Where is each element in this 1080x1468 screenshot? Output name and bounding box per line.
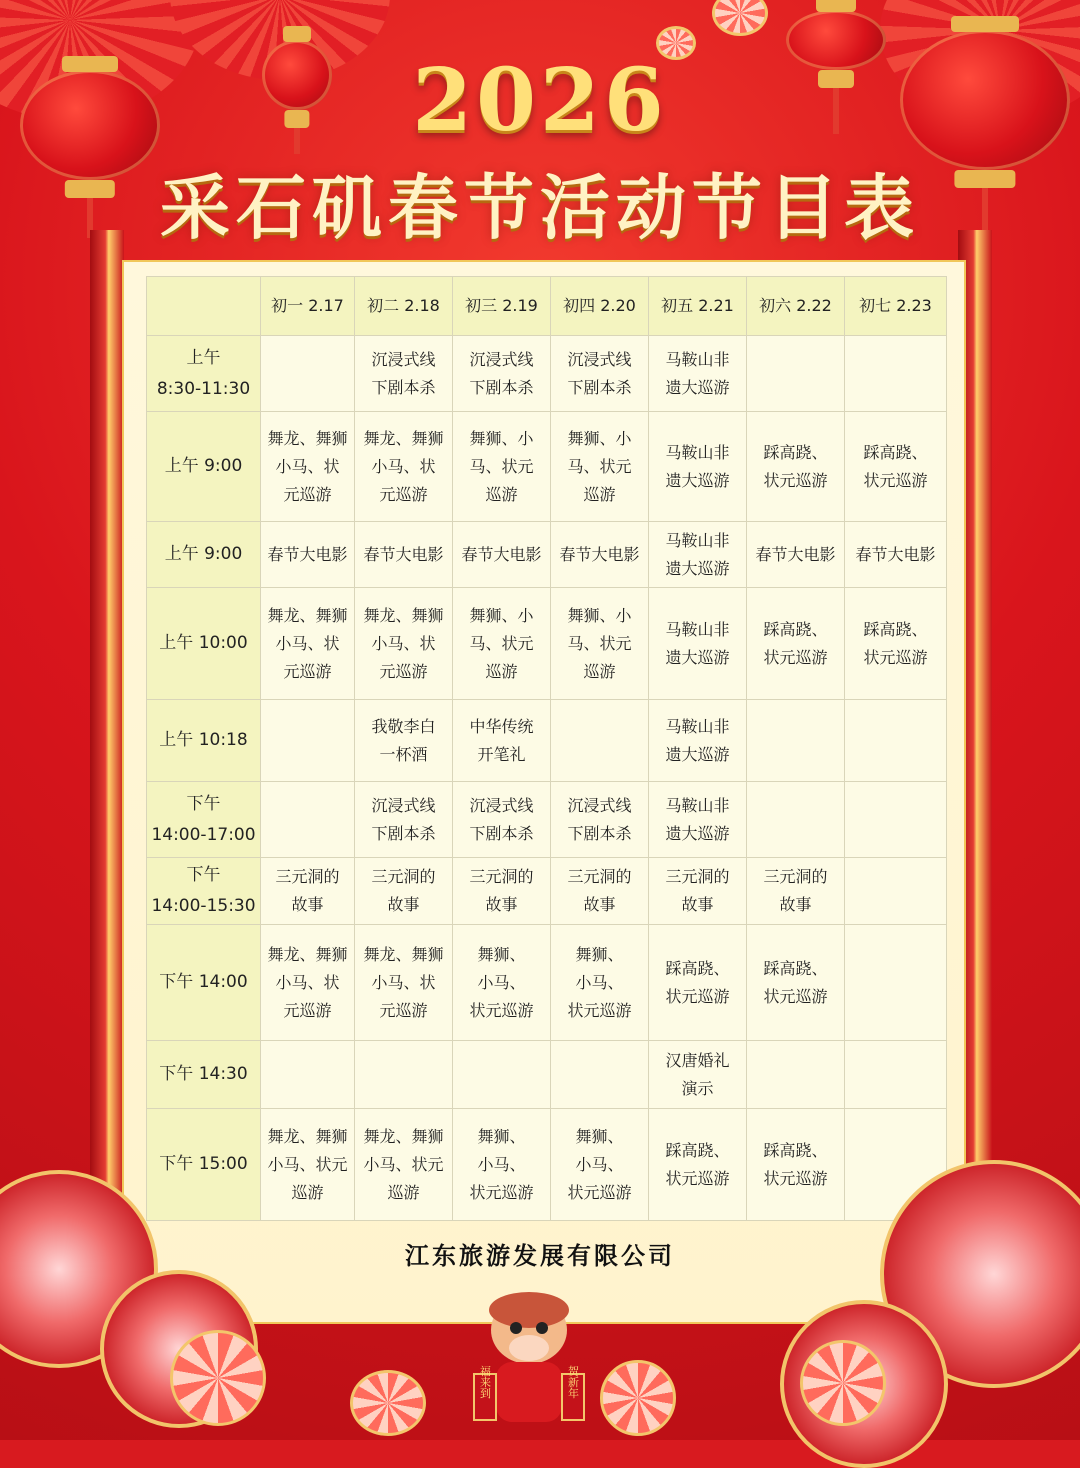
event-cell	[551, 700, 649, 782]
event-label: 舞狮、小 马、状元 巡游	[567, 428, 632, 504]
event-label: 马鞍山非 遗大巡游	[665, 530, 730, 578]
event-cell	[649, 412, 747, 522]
event-cell	[355, 700, 453, 782]
event-cell	[649, 782, 747, 858]
event-cell	[355, 522, 453, 588]
poster-title: 采石矶春节活动节目表	[160, 167, 920, 249]
event-label: 沉浸式线 下剧本杀	[469, 795, 534, 843]
event-label: 舞龙、舞狮 小马、状 元巡游	[363, 944, 444, 1020]
event-cell	[453, 1109, 551, 1221]
event-label: 舞龙、舞狮 小马、状 元巡游	[267, 605, 348, 681]
event-cell	[649, 336, 747, 412]
table-row	[147, 782, 947, 858]
event-label: 春节大电影	[461, 544, 542, 564]
event-label: 踩高跷、 状元巡游	[763, 442, 828, 490]
table-row	[147, 336, 947, 412]
event-label: 马鞍山非 遗大巡游	[665, 619, 730, 667]
event-cell	[355, 336, 453, 412]
event-cell	[649, 1109, 747, 1221]
event-cell	[649, 522, 747, 588]
event-cell	[453, 336, 551, 412]
event-cell	[747, 925, 845, 1041]
event-label: 踩高跷、 状元巡游	[665, 958, 730, 1006]
table-row	[147, 700, 947, 782]
table-header-row	[147, 277, 947, 336]
event-cell	[845, 782, 947, 858]
event-cell	[355, 782, 453, 858]
event-cell	[551, 1041, 649, 1109]
time-label: 下午 14:00	[159, 972, 248, 992]
event-cell	[355, 925, 453, 1041]
event-label: 舞龙、舞狮 小马、状 元巡游	[363, 428, 444, 504]
event-cell	[747, 522, 845, 588]
event-label: 舞狮、 小马、 状元巡游	[469, 944, 534, 1020]
event-label: 踩高跷、 状元巡游	[763, 1140, 828, 1188]
table-row	[147, 1041, 947, 1109]
event-cell	[747, 782, 845, 858]
event-label: 马鞍山非 遗大巡游	[665, 716, 730, 764]
event-label: 三元洞的 故事	[567, 867, 632, 914]
time-label: 下午 15:00	[159, 1154, 248, 1174]
time-cell	[147, 336, 261, 412]
event-label: 舞龙、舞狮 小马、状 元巡游	[267, 428, 348, 504]
event-cell	[355, 1041, 453, 1109]
event-cell	[355, 412, 453, 522]
event-label: 舞狮、小 马、状元 巡游	[469, 428, 534, 504]
event-cell	[453, 782, 551, 858]
event-cell	[747, 336, 845, 412]
event-cell	[261, 588, 355, 700]
event-label: 舞龙、舞狮 小马、状 元巡游	[363, 605, 444, 681]
table-row	[147, 1109, 947, 1221]
event-label: 三元洞的 故事	[665, 867, 730, 914]
event-cell	[551, 336, 649, 412]
event-cell	[845, 336, 947, 412]
flower-decoration	[350, 1370, 426, 1436]
event-label: 舞狮、小 马、状元 巡游	[567, 605, 632, 681]
header-cell: 初五 2.21	[649, 277, 747, 336]
company-name: 江东旅游发展有限公司	[405, 1242, 675, 1270]
header-cell: 初三 2.19	[453, 277, 551, 336]
event-cell	[453, 588, 551, 700]
event-label: 舞狮、 小马、 状元巡游	[567, 944, 632, 1020]
header-cell: 初四 2.20	[551, 277, 649, 336]
event-label: 踩高跷、 状元巡游	[863, 619, 928, 667]
time-label: 上午 8:30-11:30	[156, 347, 251, 399]
event-cell	[261, 1109, 355, 1221]
event-cell	[649, 925, 747, 1041]
event-cell	[649, 858, 747, 925]
event-cell	[261, 412, 355, 522]
event-label: 马鞍山非 遗大巡游	[665, 349, 730, 397]
event-cell	[747, 858, 845, 925]
event-label: 踩高跷、 状元巡游	[763, 619, 828, 667]
time-label: 上午 9:00	[164, 544, 243, 564]
flower-decoration	[800, 1340, 886, 1426]
event-label: 三元洞的 故事	[469, 867, 534, 914]
event-label: 春节大电影	[559, 544, 640, 564]
event-cell	[355, 858, 453, 925]
time-cell	[147, 1041, 261, 1109]
time-cell	[147, 588, 261, 700]
event-cell	[845, 700, 947, 782]
event-cell	[453, 700, 551, 782]
event-cell	[551, 925, 649, 1041]
couplet-right: 贺新年	[566, 1365, 580, 1399]
time-label: 下午 14:00-17:00	[151, 793, 256, 845]
event-label: 沉浸式线 下剧本杀	[371, 795, 436, 843]
event-cell	[453, 412, 551, 522]
event-label: 汉唐婚礼 演示	[665, 1050, 730, 1098]
event-label: 舞龙、舞狮 小马、状元 巡游	[363, 1126, 444, 1202]
event-label: 舞龙、舞狮 小马、状 元巡游	[267, 944, 348, 1020]
event-label: 马鞍山非 遗大巡游	[665, 795, 730, 843]
event-cell	[261, 925, 355, 1041]
event-label: 舞龙、舞狮 小马、状元 巡游	[267, 1126, 348, 1202]
event-label: 春节大电影	[855, 544, 936, 564]
event-cell	[845, 412, 947, 522]
horse-mascot-icon	[464, 1282, 594, 1432]
schedule-table	[146, 276, 947, 1221]
event-label: 舞狮、小 马、状元 巡游	[469, 605, 534, 681]
event-label: 三元洞的 故事	[371, 867, 436, 914]
table-row	[147, 412, 947, 522]
event-label: 三元洞的 故事	[763, 867, 828, 914]
header-cell: 初一 2.17	[261, 277, 355, 336]
table-row	[147, 925, 947, 1041]
event-cell	[845, 588, 947, 700]
event-cell	[355, 588, 453, 700]
event-cell	[551, 588, 649, 700]
event-cell	[747, 588, 845, 700]
event-cell	[261, 336, 355, 412]
poster-year: 2026	[412, 50, 668, 151]
table-row	[147, 588, 947, 700]
event-label: 我敬李白 一杯酒	[371, 716, 436, 764]
flower-decoration	[170, 1330, 266, 1426]
event-label: 舞狮、 小马、 状元巡游	[469, 1126, 534, 1202]
header-cell: 初七 2.23	[845, 277, 947, 336]
event-cell	[551, 782, 649, 858]
event-cell	[747, 700, 845, 782]
event-cell	[453, 522, 551, 588]
time-label: 下午 14:30	[159, 1064, 248, 1084]
event-cell	[261, 1041, 355, 1109]
event-cell	[649, 1041, 747, 1109]
couplet-left: 福来到	[478, 1365, 492, 1399]
event-label: 沉浸式线 下剧本杀	[371, 349, 436, 397]
event-label: 踩高跷、 状元巡游	[665, 1140, 730, 1188]
event-label: 沉浸式线 下剧本杀	[567, 795, 632, 843]
event-cell	[649, 588, 747, 700]
event-cell	[551, 522, 649, 588]
event-label: 马鞍山非 遗大巡游	[665, 442, 730, 490]
event-cell	[261, 522, 355, 588]
event-cell	[747, 1041, 845, 1109]
event-cell	[845, 522, 947, 588]
event-cell	[551, 412, 649, 522]
event-cell	[551, 858, 649, 925]
event-label: 春节大电影	[755, 544, 836, 564]
event-label: 沉浸式线 下剧本杀	[469, 349, 534, 397]
event-cell	[845, 925, 947, 1041]
event-cell	[453, 858, 551, 925]
event-cell	[261, 782, 355, 858]
time-cell	[147, 1109, 261, 1221]
event-cell	[747, 412, 845, 522]
event-label: 舞狮、 小马、 状元巡游	[567, 1126, 632, 1202]
table-row	[147, 522, 947, 588]
time-cell	[147, 858, 261, 925]
header-cell: 初二 2.18	[355, 277, 453, 336]
event-cell	[845, 1041, 947, 1109]
event-cell	[551, 1109, 649, 1221]
time-label: 上午 9:00	[164, 456, 243, 476]
time-cell	[147, 925, 261, 1041]
table-row	[147, 858, 947, 925]
time-cell	[147, 522, 261, 588]
event-cell	[649, 700, 747, 782]
time-cell	[147, 412, 261, 522]
event-cell	[845, 858, 947, 925]
event-label: 中华传统 开笔礼	[469, 716, 534, 764]
time-label: 上午 10:18	[159, 730, 248, 750]
time-cell	[147, 782, 261, 858]
event-cell	[261, 858, 355, 925]
event-cell	[453, 925, 551, 1041]
event-cell	[747, 1109, 845, 1221]
header-cell	[147, 277, 261, 336]
scroll-pole-left	[90, 230, 124, 1230]
time-cell	[147, 700, 261, 782]
event-label: 春节大电影	[363, 544, 444, 564]
header-cell: 初六 2.22	[747, 277, 845, 336]
flower-decoration	[600, 1360, 676, 1436]
event-label: 沉浸式线 下剧本杀	[567, 349, 632, 397]
event-label: 春节大电影	[267, 544, 348, 564]
event-label: 三元洞的 故事	[275, 867, 340, 914]
event-label: 踩高跷、 状元巡游	[763, 958, 828, 1006]
event-label: 踩高跷、 状元巡游	[863, 442, 928, 490]
event-cell	[355, 1109, 453, 1221]
time-label: 上午 10:00	[159, 633, 248, 653]
time-label: 下午 14:00-15:30	[151, 865, 256, 916]
event-cell	[453, 1041, 551, 1109]
event-cell	[261, 700, 355, 782]
